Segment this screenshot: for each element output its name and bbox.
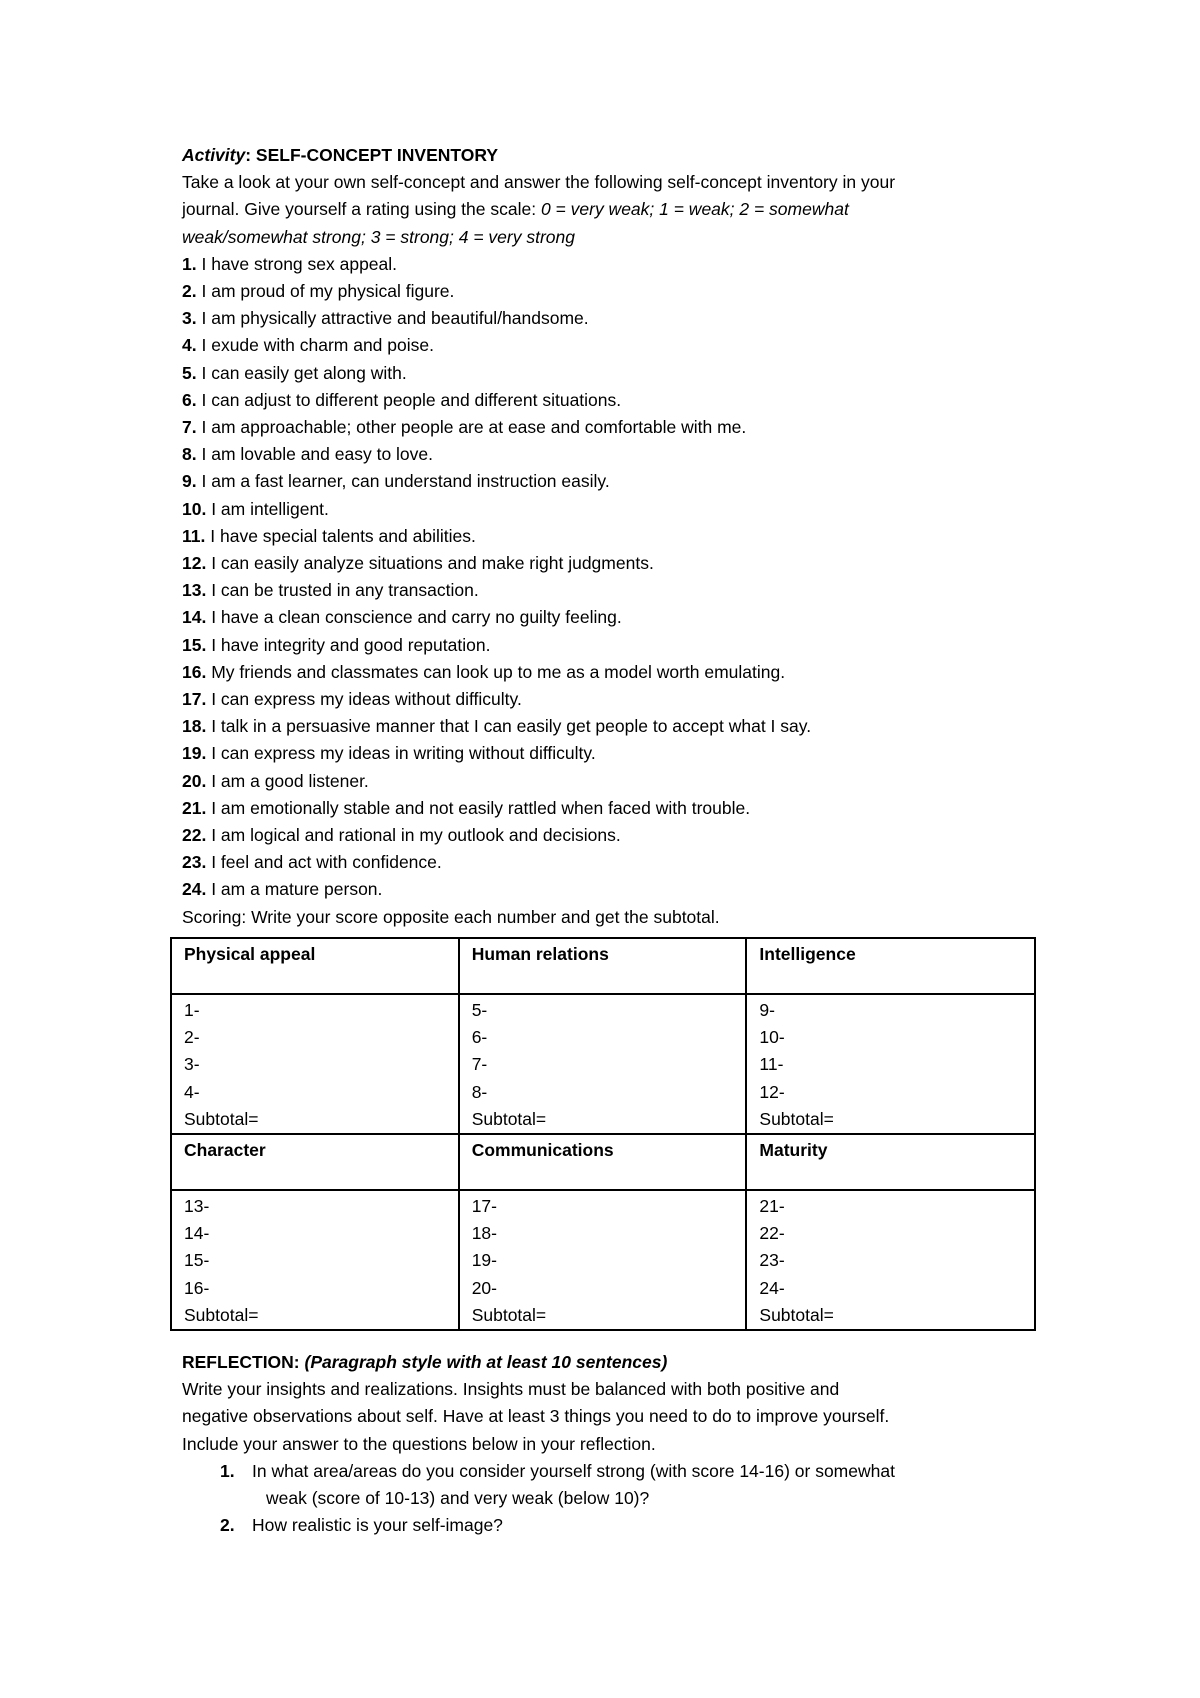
inventory-item [182,387,1042,414]
cell-character[interactable] [171,1190,459,1330]
score-line: 3- [184,1054,200,1075]
item-number: 17. [182,689,207,710]
score-line: 9- [759,1000,775,1020]
item-number: 1. [182,253,197,274]
score-line: 12- [759,1081,785,1102]
score-line: 6- [471,1027,488,1048]
score-table [170,937,1036,1331]
item-text: I am emotionally stable and not easily rattled when faced with trouble. [211,797,751,818]
reflection-label: REFLECTION: [182,1352,300,1372]
inventory-item [182,550,1042,577]
item-text: I am lovable and easy to love. [201,444,434,465]
scoring-label: Scoring [182,906,242,927]
score-line: 11- [759,1054,784,1075]
score-line: 15- [184,1250,210,1271]
inventory-item [182,360,1042,387]
item-text: I am proud of my physical figure. [201,281,455,302]
item-text: I am logical and rational in my outlook and decisions. [211,825,621,846]
item-number: 15. [182,634,207,655]
item-text: I have special talents and abilities. [210,525,476,546]
inventory-item [182,251,1042,278]
item-number: 6. [182,389,197,410]
inventory-item [182,496,1042,523]
item-number: 8. [182,444,197,465]
reflection-heading [182,1349,1042,1376]
reflection-questions [182,1458,1042,1540]
score-line: 7- [471,1054,488,1075]
item-number: 21. [182,797,207,818]
item-text: I am a fast learner, can understand instruction easily. [201,471,610,492]
header-character: Character [171,1134,459,1190]
score-line: 14- [184,1223,210,1244]
question-number: 2. [220,1515,235,1536]
subtotal-line: Subtotal= [471,1108,547,1129]
score-line: 23- [759,1250,785,1271]
inventory-item [182,822,1042,849]
score-line: 13- [184,1196,210,1217]
score-line: 18- [471,1223,497,1244]
question-text: How realistic is your self-image? [252,1515,503,1536]
score-line: 1- [184,1000,200,1020]
intro-text: journal. Give yourself a rating using the scale: [182,199,537,220]
subtotal-line: Subtotal= [184,1304,259,1325]
item-text: I can easily analyze situations and make right judgments. [211,553,654,574]
cell-intelligence[interactable] [746,994,1035,1134]
score-line: 19- [471,1250,497,1271]
inventory-item [182,414,1042,441]
list-item [182,1512,1042,1539]
inventory-item [182,795,1042,822]
reflection-line-1: Write your insights and realizations. Insights must be balanced with both positive and [182,1379,840,1400]
inventory-item [182,523,1042,550]
question-text: In what area/areas do you consider yourself strong (with score 14-16) or somewhat [252,1460,895,1481]
inventory-item [182,768,1042,795]
inventory-item [182,604,1042,631]
rating-scale-part-2: weak/somewhat strong; 3 = strong; 4 = very strong [182,226,575,247]
subtotal-line: Subtotal= [759,1304,834,1325]
item-text: I am intelligent. [211,498,329,519]
score-line: 5- [471,1000,488,1020]
item-text: I am a good listener. [211,770,369,791]
reflection-note: (Paragraph style with at least 10 sentences) [304,1352,668,1372]
scoring-text: Write your score opposite each number and get the subtotal. [251,906,720,927]
intro-line-2 [182,196,1042,223]
item-text: I have strong sex appeal. [201,253,398,274]
item-number: 22. [182,825,207,846]
item-text: I can be trusted in any transaction. [211,580,479,601]
item-number: 3. [182,308,197,329]
item-text: I can adjust to different people and different situations. [201,389,622,410]
cell-maturity[interactable] [746,1190,1035,1330]
rating-scale-part-1: 0 = very weak; 1 = weak; 2 = somewhat [540,199,849,220]
score-line: 20- [471,1277,497,1298]
item-text: I have integrity and good reputation. [211,634,491,655]
cell-physical-appeal[interactable] [171,994,459,1134]
subtotal-line: Subtotal= [184,1108,259,1129]
activity-label: Activity [182,145,246,165]
reflection-line-2: negative observations about self. Have at least 3 things you need to do to improve yourself. [182,1406,890,1427]
item-number: 19. [182,743,207,764]
subtotal-line: Subtotal= [471,1304,547,1325]
inventory-item [182,659,1042,686]
item-text: I am physically attractive and beautiful/handsome. [201,308,589,329]
item-text: I am approachable; other people are at ease and comfortable with me. [201,417,747,438]
inventory-item [182,305,1042,332]
inventory-item [182,849,1042,876]
item-number: 10. [182,498,207,519]
inventory-item [182,876,1042,903]
item-number: 18. [182,716,207,737]
header-human-relations: Human relations [459,938,747,994]
document-body [182,142,1042,931]
table-row-scores-2 [171,1190,1035,1330]
item-number: 16. [182,661,207,682]
inventory-item [182,468,1042,495]
inventory-item [182,577,1042,604]
header-physical-appeal: Physical appeal [171,938,459,994]
inventory-list [182,251,1042,904]
item-text: I am a mature person. [211,879,383,900]
inventory-item [182,713,1042,740]
item-text: I can express my ideas in writing without difficulty. [211,743,596,764]
item-text: I can express my ideas without difficulty. [211,689,522,710]
item-text: I talk in a persuasive manner that I can easily get people to accept what I say. [211,716,812,737]
item-number: 7. [182,417,197,438]
score-line: 10- [759,1027,785,1048]
item-text: I feel and act with confidence. [211,852,442,873]
item-number: 12. [182,553,207,574]
item-text: I exude with charm and poise. [201,335,434,356]
cell-human-relations[interactable] [459,994,747,1134]
score-line: 22- [759,1223,785,1244]
score-line: 2- [184,1027,200,1048]
item-number: 5. [182,362,197,383]
item-number: 23. [182,852,207,873]
activity-title: SELF-CONCEPT INVENTORY [255,145,499,165]
scoring-instruction: Scoring: Write your score opposite each number and get the subtotal. [182,906,720,927]
inventory-item [182,441,1042,468]
item-number: 2. [182,281,197,302]
item-text: My friends and classmates can look up to me as a model worth emulating. [211,661,786,682]
inventory-item [182,686,1042,713]
score-line: 21- [759,1196,785,1217]
table-row-headers-1 [171,938,1035,994]
subtotal-line: Subtotal= [759,1108,834,1129]
inventory-item [182,278,1042,305]
intro-line-1: Take a look at your own self-concept and answer the following self-concept inventory in your [182,172,896,193]
score-line: 17- [471,1196,497,1217]
reflection-section [182,1349,1042,1539]
score-line: 16- [184,1277,210,1298]
item-number: 11. [182,525,206,546]
question-text-continued: weak (score of 10-13) and very weak (below 10)? [266,1488,650,1509]
header-intelligence: Intelligence [746,938,1035,994]
score-line: 4- [184,1081,200,1102]
table-row-scores-1 [171,994,1035,1134]
question-number: 1. [220,1460,235,1481]
header-maturity: Maturity [746,1134,1035,1190]
inventory-item [182,740,1042,767]
item-number: 4. [182,335,197,356]
activity-heading: Activity: SELF-CONCEPT INVENTORY [182,145,499,165]
inventory-item [182,632,1042,659]
table-row-headers-2 [171,1134,1035,1190]
inventory-item [182,332,1042,359]
item-number: 9. [182,471,197,492]
item-number: 20. [182,770,207,791]
item-number: 14. [182,607,207,628]
list-item [182,1458,1042,1512]
item-number: 13. [182,580,207,601]
score-line: 24- [759,1277,785,1298]
cell-communications[interactable] [459,1190,747,1330]
item-text: I can easily get along with. [201,362,407,383]
reflection-line-3: Include your answer to the questions below in your reflection. [182,1433,656,1454]
header-communications: Communications [459,1134,747,1190]
score-line: 8- [471,1081,488,1102]
item-number: 24. [182,879,207,900]
item-text: I have a clean conscience and carry no guilty feeling. [211,607,622,628]
